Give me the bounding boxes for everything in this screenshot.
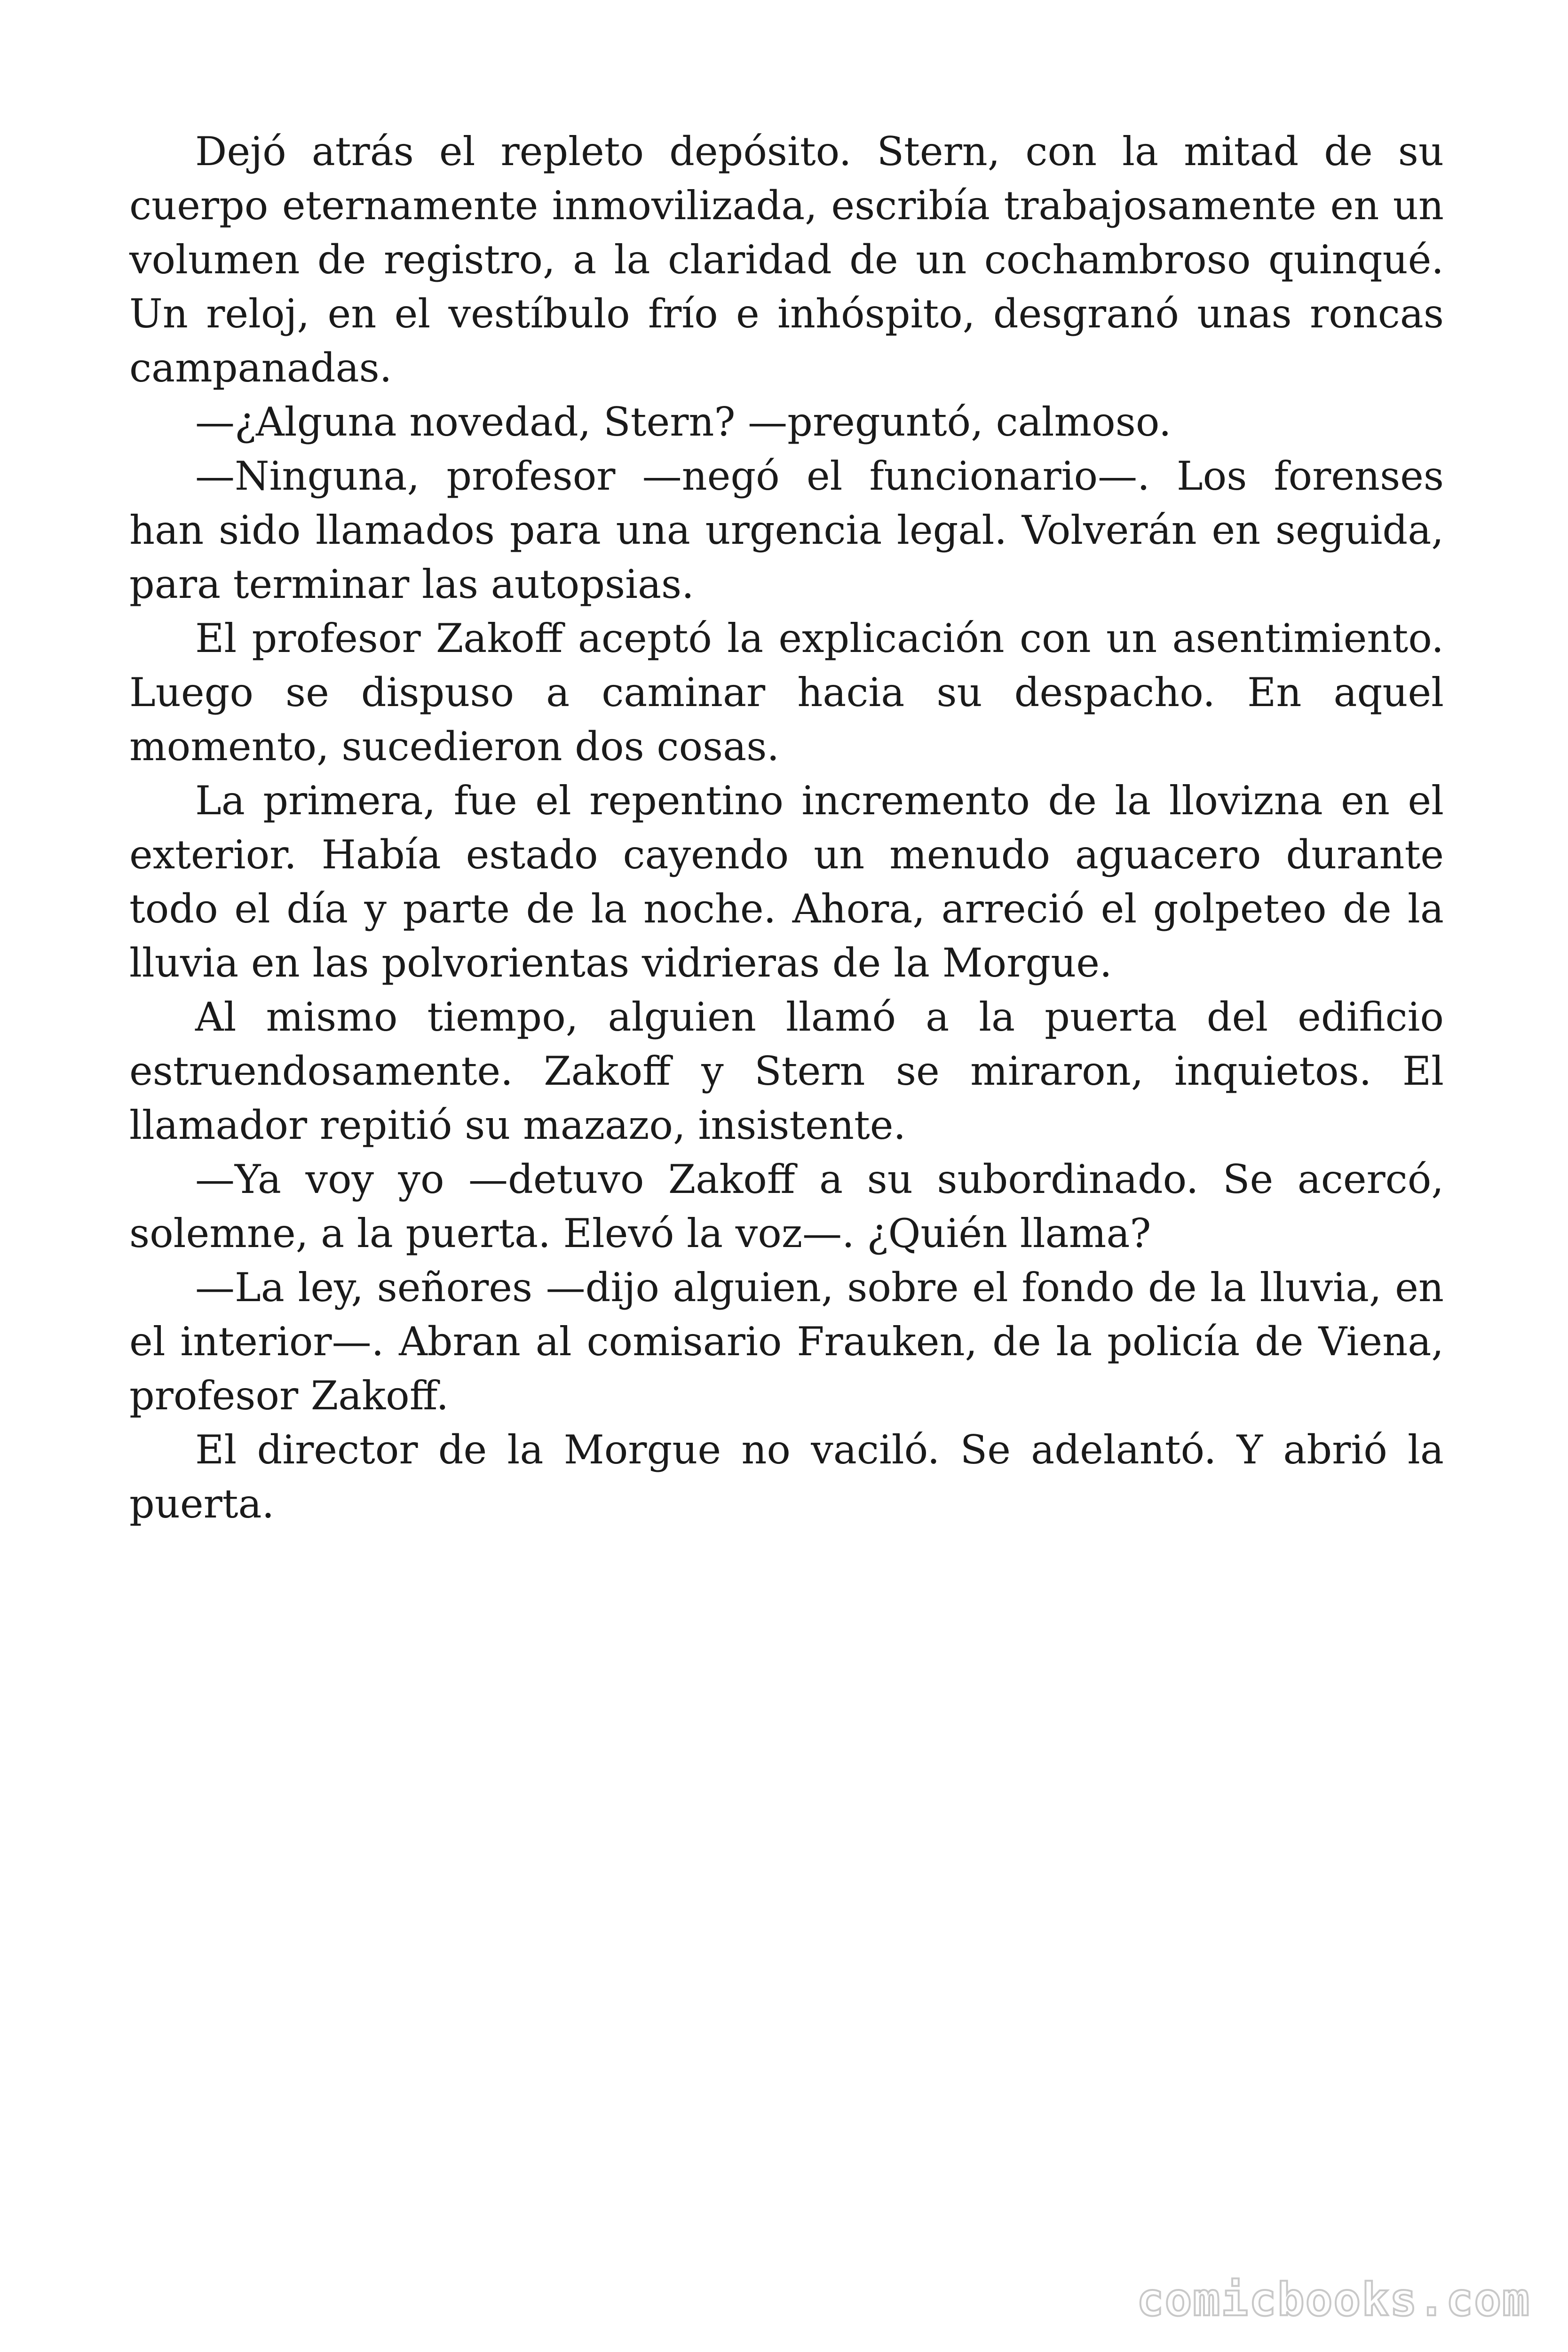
paragraph-8: —La ley, señores —dijo alguien, sobre el fondo de la lluvia, en el interior—. Abran al comisario Frauken, de la policía de Viena, profesor Zakoff. — [129, 1264, 1444, 1419]
paragraph-6: Al mismo tiempo, alguien llamó a la puerta del edificio estruendosamente. Zakoff y Stern se miraron, inquietos. El llamador repitió su mazazo, insistente. — [129, 994, 1444, 1148]
body-text — [129, 125, 1444, 1531]
paragraph-7: —Ya voy yo —detuvo Zakoff a su subordinado. Se acercó, solemne, a la puerta. Elevó la voz—. ¿Quién llama? — [129, 1156, 1444, 1256]
paragraph-5: La primera, fue el repentino incremento de la llovizna en el exterior. Había estado cayendo un menudo aguacero durante todo el día y parte de la noche. Ahora, arreció el golpeteo de la lluvia en las polvorientas vidrieras de la Morgue. — [129, 778, 1444, 986]
paragraph-9: El director de la Morgue no vaciló. Se adelantó. Y abrió la puerta. — [129, 1427, 1444, 1527]
paragraph-4: El profesor Zakoff aceptó la explicación con un asentimiento. Luego se dispuso a caminar hacia su despacho. En aquel momento, sucedieron dos cosas. — [129, 615, 1444, 770]
watermark: comicbooks.com — [1136, 2273, 1530, 2326]
paragraph-1: Dejó atrás el repleto depósito. Stern, con la mitad de su cuerpo eternamente inmovilizada, escribía trabajosamente en un volumen de registro, a la claridad de un cochambroso quinqué. Un reloj, en el vestíbulo frío e inhóspito, desgranó unas roncas campanadas. — [129, 128, 1444, 391]
paragraph-3: —Ninguna, profesor —negó el funcionario—. Los forenses han sido llamados para una urgencia legal. Volverán en seguida, para terminar las autopsias. — [129, 453, 1444, 607]
paragraph-2: —¿Alguna novedad, Stern? —preguntó, calmoso. — [195, 399, 1172, 445]
